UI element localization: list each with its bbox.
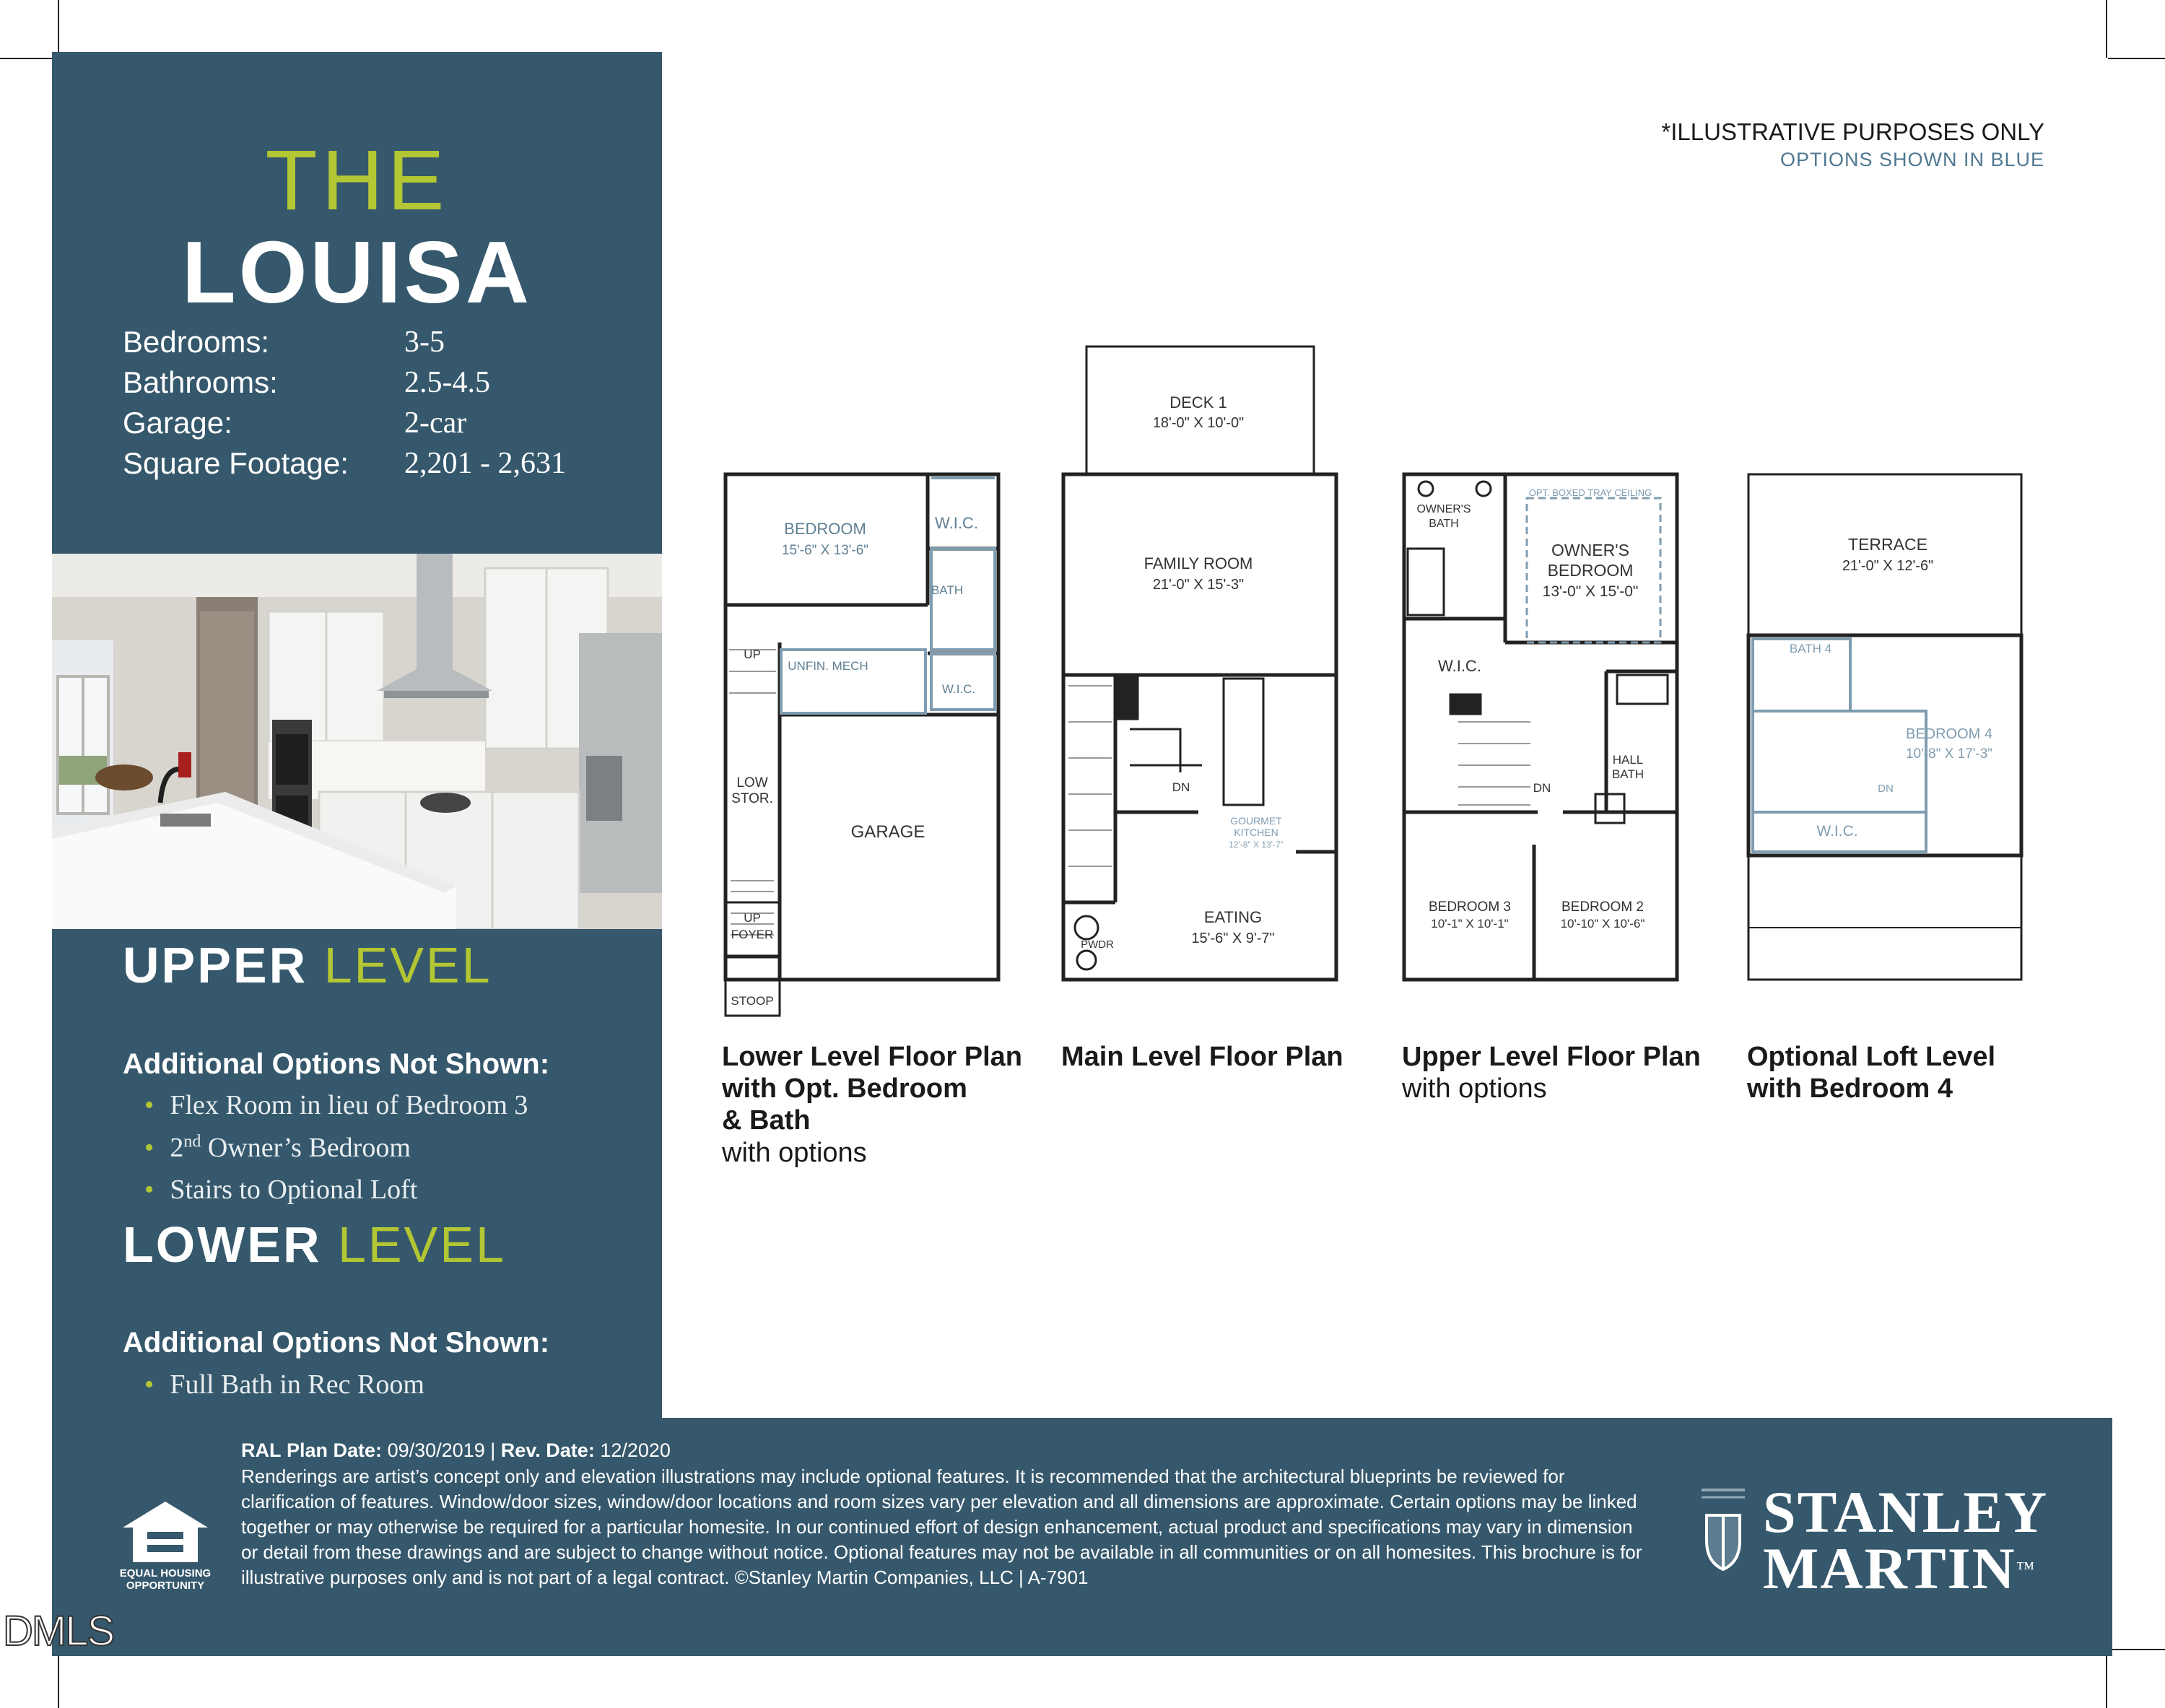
plan-date-label: Plan Date: [287,1439,383,1461]
spec-label: Garage: [123,406,232,440]
lower-level-accent: LEVEL [337,1216,506,1273]
rev-date: 12/2020 [600,1439,671,1461]
caption-main: Main Level Floor Plan [1061,1042,1343,1072]
equal-housing-text2: OPPORTUNITY [126,1580,205,1592]
main-stairs [1068,686,1112,866]
plan-label: 18'-0" X 10'-0" [1152,415,1245,431]
brand-line2 [1763,1535,2048,1601]
plan-label: DECK 1 [1169,393,1227,411]
lower-option-item [144,1369,424,1400]
caption-lower-line2: with Opt. Bedroom [722,1073,967,1104]
spec-value: 2-car [404,406,467,440]
plan-label: OPT. BOXED TRAY CEILING [1528,487,1652,498]
plan-label: W.I.C. [1438,657,1481,675]
ral-label: RAL [241,1439,282,1461]
illustrative-note: *ILLUSTRATIVE PURPOSES ONLY [1661,118,2044,145]
plan-label: FAMILY ROOM [1144,554,1253,572]
brand-line2-text: MARTIN [1763,1535,2016,1601]
plan-label: W.I.C. [941,682,976,696]
bullet-dot: • [144,1090,154,1120]
plan-label: STOR. [731,791,773,806]
caption-lower-line4: with options [722,1138,867,1168]
plan-label: 10'-10" X 10'-6" [1560,917,1645,931]
plan-label: 15'-6" X 9'-7" [1191,931,1275,946]
plan-dates [241,1439,671,1462]
plan-date: 09/30/2019 [387,1439,485,1461]
upper-option-text: Flex Room in lieu of Bedroom 3 [170,1090,528,1120]
bullet-dot: • [144,1133,154,1163]
caption-lower-line3: & Bath [722,1105,811,1136]
plan-label: BATH [1429,518,1459,530]
spec-label: Square Footage: [123,446,349,480]
plan-label: FOYER [731,928,774,941]
plan-label: HALL [1612,753,1644,767]
plan-label: BEDROOM 2 [1561,899,1645,915]
bullet-dot: • [144,1175,154,1205]
plan-label: LOW [736,775,768,790]
plan-label: 10'-1" X 10'-1" [1431,917,1509,931]
trademark: ™ [2016,1558,2037,1579]
caption-loft-line2: with Bedroom 4 [1747,1073,1953,1104]
plan-label: PWDR [1081,938,1114,951]
plan-label: BEDROOM [784,520,866,538]
plan-label: BEDROOM 3 [1428,899,1512,915]
room-labels [731,393,1992,1008]
upper-option-item [144,1089,528,1121]
plan-label: W.I.C. [935,514,978,532]
upper-option-ordinal: 2 [170,1133,184,1163]
upper-stairs [1458,722,1530,805]
upper-option-item [144,1174,417,1206]
disclaimer-line: illustrative purposes only and is not part of a legal contract. ©Stanley Martin Companies, LLC | A-7901 [241,1567,1089,1588]
plan-label: STOOP [731,994,774,1008]
caption-upper-line1: Upper Level Floor Plan [1402,1042,1701,1072]
plan-label: UP [744,911,761,925]
disclaimer-line: Renderings are artist’s concept only and elevation illustrations may include optional features. It is recommended that the architectural blueprints be reviewed for [241,1465,1565,1487]
plan-label: DN [1878,783,1894,795]
footer [52,1418,2112,1656]
rev-date-label: Rev. Date: [500,1439,595,1461]
title-the: THE [265,133,449,228]
upper-option-ordinal-suffix: nd [183,1132,201,1151]
lower-options-subhead: Additional Options Not Shown: [123,1327,550,1359]
equal-housing-logo [118,1499,212,1592]
lower-option-text: Full Bath in Rec Room [170,1369,424,1400]
spec-value: 3-5 [404,326,445,359]
disclaimer-line: clarification of features. Window/door sizes, window/door locations and room sizes vary per elevation and all dimensions are approximate. Certain options may be linked [241,1491,1637,1512]
plan-label: BATH [1611,767,1645,781]
lower-stairs [731,881,774,935]
plan-label: UNFIN. MECH [788,659,868,673]
plan-label: W.I.C. [1816,823,1858,840]
plan-label: BATH [931,583,964,597]
spec-label: Bathrooms: [123,365,278,399]
plan-label: TERRACE [1848,535,1927,554]
plan-label: DN [1533,781,1551,795]
bullet-dot: • [144,1369,154,1400]
plan-label: BATH 4 [1789,642,1832,655]
brand-line1: STANLEY [1763,1479,2049,1545]
upper-level-word: UPPER [123,937,308,993]
upper-option-item [144,1132,411,1164]
lower-level-word: LOWER [123,1216,322,1273]
title-model-name: LOUISA [182,223,532,321]
spec-label: Bedrooms: [123,325,270,359]
plan-label: 13'-0" X 15'-0" [1542,583,1639,600]
plan-label: EATING [1203,908,1263,926]
plan-label: BEDROOM [1547,561,1634,580]
plan-label: 21'-0" X 15'-3" [1152,577,1245,593]
spec-value: 2.5-4.5 [404,366,490,399]
plan-label: UP [744,648,761,661]
mls-watermark: DMLS [3,1608,114,1655]
spec-value: 2,201 - 2,631 [404,447,566,480]
equal-housing-text1: EQUAL HOUSING [119,1567,212,1580]
plan-label: BEDROOM 4 [1905,726,1993,742]
upper-level-accent: LEVEL [323,937,492,993]
loft-options [1753,639,1926,852]
upper-option-text: Owner’s Bedroom [207,1133,411,1163]
plan-label: DN [1172,780,1190,794]
stanley-martin-emblem-icon [1698,1483,1748,1584]
plan-label: KITCHEN [1234,827,1278,838]
plan-label: GOURMET [1230,815,1282,827]
lower-level-heading [123,1216,506,1273]
date-separator: | [490,1439,496,1461]
crop-mark [58,1653,59,1708]
crop-mark [2106,1653,2107,1708]
equal-housing-icon [118,1499,212,1564]
caption-upper-line2: with options [1402,1073,1547,1104]
plan-label: GARAGE [850,822,925,842]
plan-label: 21'-0" X 12'-6" [1842,558,1934,574]
main-level-plan [1063,347,1336,980]
crop-mark [2108,1649,2165,1650]
disclaimer-line: together or may otherwise be required for a particular homesite. In our continued effort of design enhancement, actual product and specifications may vary in dimension [241,1516,1633,1538]
disclaimer-line: or detail from these drawings and are subject to change without notice. Optional features may not be available in all communities or on all homesites. This brochure is for [241,1541,1642,1563]
plan-label: 10'-8" X 17'-3" [1905,746,1993,762]
options-note: OPTIONS SHOWN IN BLUE [1780,149,2044,170]
plan-label: 12'-8" X 13'-7" [1229,840,1284,850]
caption-lower-line1: Lower Level Floor Plan [722,1042,1022,1072]
upper-options-subhead: Additional Options Not Shown: [123,1048,550,1080]
brand-name [1763,1479,2049,1601]
plan-label: OWNER'S [1551,541,1629,559]
upper-option-text: Stairs to Optional Loft [170,1175,418,1205]
plan-label: 15'-6" X 13'-6" [781,543,869,558]
caption-loft-line1: Optional Loft Level [1747,1042,1996,1072]
plan-label: OWNER'S [1416,503,1471,515]
